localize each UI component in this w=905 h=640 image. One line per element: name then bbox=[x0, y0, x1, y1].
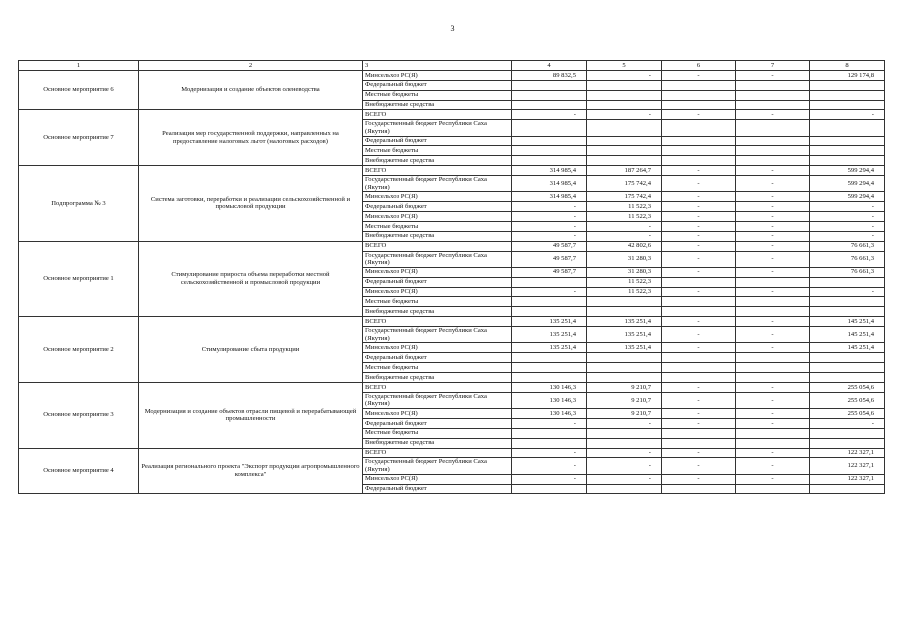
funding-source-cell: Местные бюджеты bbox=[363, 221, 512, 231]
amount-cell: - bbox=[736, 267, 810, 277]
funding-source-cell: ВСЕГО bbox=[363, 382, 512, 392]
amount-cell: - bbox=[587, 448, 662, 458]
column-header: 6 bbox=[662, 61, 736, 71]
amount-cell: 11 522,3 bbox=[587, 202, 662, 212]
funding-source-cell: Федеральный бюджет bbox=[363, 202, 512, 212]
amount-cell: - bbox=[736, 392, 810, 408]
amount-cell: - bbox=[662, 202, 736, 212]
amount-cell bbox=[587, 156, 662, 166]
amount-cell: 599 294,4 bbox=[810, 176, 885, 192]
amount-cell: 130 146,3 bbox=[512, 408, 587, 418]
amount-cell: - bbox=[662, 192, 736, 202]
amount-cell: - bbox=[662, 212, 736, 222]
amount-cell: 31 280,3 bbox=[587, 251, 662, 267]
funding-source-cell: ВСЕГО bbox=[363, 241, 512, 251]
amount-cell: 145 251,4 bbox=[810, 317, 885, 327]
funding-source-cell: Государственный бюджет Республики Саха (Якутия) bbox=[363, 120, 512, 136]
funding-source-cell: Федеральный бюджет bbox=[363, 136, 512, 146]
amount-cell: - bbox=[810, 231, 885, 241]
funding-source-cell: Минсельхоз РС(Я) bbox=[363, 192, 512, 202]
amount-cell bbox=[810, 90, 885, 100]
amount-cell: - bbox=[736, 251, 810, 267]
amount-cell: 76 661,3 bbox=[810, 267, 885, 277]
amount-cell bbox=[736, 438, 810, 448]
amount-cell bbox=[662, 428, 736, 438]
column-header: 1 bbox=[19, 61, 139, 71]
amount-cell: 255 054,6 bbox=[810, 382, 885, 392]
item-description-cell: Модернизация и создание объектов оленеводства bbox=[139, 70, 363, 110]
amount-cell bbox=[810, 80, 885, 90]
amount-cell: - bbox=[662, 392, 736, 408]
amount-cell: 145 251,4 bbox=[810, 343, 885, 353]
funding-source-cell: Местные бюджеты bbox=[363, 428, 512, 438]
amount-cell: 122 327,1 bbox=[810, 474, 885, 484]
amount-cell bbox=[512, 100, 587, 110]
amount-cell: - bbox=[736, 70, 810, 80]
amount-cell: 145 251,4 bbox=[810, 327, 885, 343]
amount-cell bbox=[587, 100, 662, 110]
amount-cell bbox=[810, 100, 885, 110]
funding-source-cell: Местные бюджеты bbox=[363, 90, 512, 100]
amount-cell: - bbox=[810, 212, 885, 222]
amount-cell: - bbox=[512, 110, 587, 120]
amount-cell: 49 587,7 bbox=[512, 241, 587, 251]
amount-cell bbox=[810, 307, 885, 317]
amount-cell: - bbox=[587, 418, 662, 428]
funding-source-cell: ВСЕГО bbox=[363, 317, 512, 327]
amount-cell: - bbox=[587, 221, 662, 231]
amount-cell: 135 251,4 bbox=[512, 317, 587, 327]
table-row bbox=[19, 70, 885, 80]
funding-source-cell: Внебюджетные средства bbox=[363, 438, 512, 448]
amount-cell: 11 522,3 bbox=[587, 287, 662, 297]
amount-cell: 135 251,4 bbox=[512, 327, 587, 343]
amount-cell: - bbox=[736, 176, 810, 192]
amount-cell: 122 327,1 bbox=[810, 458, 885, 474]
amount-cell: - bbox=[662, 166, 736, 176]
amount-cell: - bbox=[736, 212, 810, 222]
funding-source-cell: Местные бюджеты bbox=[363, 363, 512, 373]
funding-source-cell: Государственный бюджет Республики Саха (Якутия) bbox=[363, 392, 512, 408]
amount-cell bbox=[736, 120, 810, 136]
amount-cell: - bbox=[587, 474, 662, 484]
funding-source-cell: Местные бюджеты bbox=[363, 146, 512, 156]
amount-cell: 187 264,7 bbox=[587, 166, 662, 176]
amount-cell: - bbox=[736, 448, 810, 458]
amount-cell: - bbox=[662, 448, 736, 458]
amount-cell bbox=[736, 277, 810, 287]
column-header: 4 bbox=[512, 61, 587, 71]
amount-cell bbox=[810, 120, 885, 136]
amount-cell: - bbox=[512, 202, 587, 212]
funding-source-cell: Государственный бюджет Республики Саха (Якутия) bbox=[363, 176, 512, 192]
amount-cell bbox=[810, 156, 885, 166]
amount-cell: - bbox=[736, 408, 810, 418]
column-header: 8 bbox=[810, 61, 885, 71]
amount-cell bbox=[810, 438, 885, 448]
amount-cell bbox=[736, 297, 810, 307]
amount-cell bbox=[662, 484, 736, 494]
amount-cell bbox=[587, 363, 662, 373]
amount-cell: 42 802,6 bbox=[587, 241, 662, 251]
amount-cell: 49 587,7 bbox=[512, 251, 587, 267]
amount-cell bbox=[662, 100, 736, 110]
funding-source-cell: ВСЕГО bbox=[363, 110, 512, 120]
funding-source-cell: Внебюджетные средства bbox=[363, 156, 512, 166]
amount-cell bbox=[662, 120, 736, 136]
amount-cell bbox=[512, 297, 587, 307]
funding-source-cell: Федеральный бюджет bbox=[363, 484, 512, 494]
amount-cell bbox=[662, 277, 736, 287]
amount-cell bbox=[736, 90, 810, 100]
amount-cell bbox=[512, 156, 587, 166]
amount-cell: - bbox=[662, 176, 736, 192]
amount-cell: - bbox=[810, 110, 885, 120]
amount-cell bbox=[736, 363, 810, 373]
amount-cell bbox=[662, 373, 736, 383]
amount-cell bbox=[736, 373, 810, 383]
table-row bbox=[19, 241, 885, 251]
amount-cell bbox=[512, 428, 587, 438]
funding-table bbox=[18, 60, 885, 494]
table-row bbox=[19, 448, 885, 458]
amount-cell: 130 146,3 bbox=[512, 392, 587, 408]
amount-cell bbox=[587, 307, 662, 317]
amount-cell: - bbox=[662, 317, 736, 327]
amount-cell: - bbox=[512, 458, 587, 474]
amount-cell: - bbox=[736, 241, 810, 251]
amount-cell: - bbox=[810, 221, 885, 231]
item-description-cell: Стимулирование сбыта продукции bbox=[139, 317, 363, 383]
amount-cell: 135 251,4 bbox=[512, 343, 587, 353]
amount-cell: - bbox=[662, 251, 736, 267]
column-header: 2 bbox=[139, 61, 363, 71]
amount-cell: - bbox=[736, 317, 810, 327]
amount-cell bbox=[512, 363, 587, 373]
amount-cell: - bbox=[662, 221, 736, 231]
table-row bbox=[19, 317, 885, 327]
amount-cell bbox=[736, 484, 810, 494]
amount-cell: - bbox=[810, 287, 885, 297]
funding-source-cell: Государственный бюджет Республики Саха (Якутия) bbox=[363, 458, 512, 474]
amount-cell bbox=[512, 307, 587, 317]
amount-cell: - bbox=[736, 418, 810, 428]
amount-cell bbox=[587, 438, 662, 448]
amount-cell bbox=[587, 353, 662, 363]
funding-source-cell: Внебюджетные средства bbox=[363, 373, 512, 383]
amount-cell bbox=[512, 80, 587, 90]
amount-cell: - bbox=[662, 327, 736, 343]
funding-source-cell: Внебюджетные средства bbox=[363, 100, 512, 110]
amount-cell: - bbox=[662, 241, 736, 251]
amount-cell: - bbox=[587, 70, 662, 80]
program-item-cell: Основное мероприятие 1 bbox=[19, 241, 139, 317]
amount-cell bbox=[587, 297, 662, 307]
amount-cell: 9 210,7 bbox=[587, 392, 662, 408]
amount-cell bbox=[810, 484, 885, 494]
amount-cell: - bbox=[736, 382, 810, 392]
amount-cell bbox=[662, 297, 736, 307]
amount-cell: - bbox=[512, 287, 587, 297]
amount-cell: 89 832,5 bbox=[512, 70, 587, 80]
funding-source-cell: Государственный бюджет Республики Саха (Якутия) bbox=[363, 327, 512, 343]
amount-cell: - bbox=[512, 221, 587, 231]
column-header-row bbox=[19, 61, 885, 71]
funding-source-cell: Местные бюджеты bbox=[363, 297, 512, 307]
funding-source-cell: Минсельхоз РС(Я) bbox=[363, 267, 512, 277]
amount-cell: 135 251,4 bbox=[587, 317, 662, 327]
column-header: 5 bbox=[587, 61, 662, 71]
amount-cell: - bbox=[587, 110, 662, 120]
amount-cell: - bbox=[662, 418, 736, 428]
amount-cell bbox=[810, 277, 885, 287]
amount-cell bbox=[736, 80, 810, 90]
column-header: 3 bbox=[363, 61, 512, 71]
amount-cell bbox=[662, 156, 736, 166]
amount-cell: 599 294,4 bbox=[810, 192, 885, 202]
amount-cell: 76 661,3 bbox=[810, 251, 885, 267]
item-description-cell: Реализация регионального проекта "Экспорт продукции агропромышленного комплекса" bbox=[139, 448, 363, 494]
item-description-cell: Стимулирование прироста объема переработки местной сельскохозяйственной и промысловой продукции bbox=[139, 241, 363, 317]
amount-cell bbox=[512, 438, 587, 448]
amount-cell bbox=[512, 373, 587, 383]
amount-cell: - bbox=[662, 343, 736, 353]
amount-cell: - bbox=[662, 231, 736, 241]
funding-source-cell: Государственный бюджет Республики Саха (Якутия) bbox=[363, 251, 512, 267]
page-number: 3 bbox=[450, 24, 455, 33]
amount-cell: - bbox=[736, 221, 810, 231]
amount-cell: 175 742,4 bbox=[587, 192, 662, 202]
amount-cell bbox=[736, 156, 810, 166]
amount-cell bbox=[736, 428, 810, 438]
amount-cell bbox=[587, 120, 662, 136]
amount-cell: 76 661,3 bbox=[810, 241, 885, 251]
amount-cell bbox=[587, 90, 662, 100]
amount-cell: - bbox=[587, 458, 662, 474]
amount-cell: - bbox=[662, 382, 736, 392]
amount-cell: - bbox=[512, 231, 587, 241]
amount-cell bbox=[512, 484, 587, 494]
program-item-cell: Основное мероприятие 7 bbox=[19, 110, 139, 166]
amount-cell: 11 522,3 bbox=[587, 277, 662, 287]
amount-cell bbox=[810, 428, 885, 438]
amount-cell: - bbox=[736, 474, 810, 484]
amount-cell: 255 054,6 bbox=[810, 392, 885, 408]
amount-cell bbox=[512, 353, 587, 363]
table-body bbox=[19, 61, 885, 494]
amount-cell bbox=[736, 100, 810, 110]
table-row bbox=[19, 382, 885, 392]
amount-cell bbox=[810, 146, 885, 156]
amount-cell: - bbox=[736, 166, 810, 176]
amount-cell bbox=[587, 136, 662, 146]
funding-source-cell: Минсельхоз РС(Я) bbox=[363, 343, 512, 353]
amount-cell: - bbox=[736, 192, 810, 202]
amount-cell: - bbox=[736, 327, 810, 343]
amount-cell: - bbox=[662, 267, 736, 277]
amount-cell: - bbox=[810, 202, 885, 212]
amount-cell: 129 174,8 bbox=[810, 70, 885, 80]
amount-cell: 49 587,7 bbox=[512, 267, 587, 277]
amount-cell bbox=[512, 277, 587, 287]
funding-source-cell: Минсельхоз РС(Я) bbox=[363, 474, 512, 484]
program-item-cell: Основное мероприятие 2 bbox=[19, 317, 139, 383]
amount-cell: 314 985,4 bbox=[512, 192, 587, 202]
funding-source-cell: Минсельхоз РС(Я) bbox=[363, 287, 512, 297]
amount-cell: - bbox=[512, 418, 587, 428]
amount-cell: - bbox=[587, 231, 662, 241]
amount-cell bbox=[662, 80, 736, 90]
amount-cell: 9 210,7 bbox=[587, 408, 662, 418]
amount-cell bbox=[736, 136, 810, 146]
amount-cell bbox=[662, 90, 736, 100]
column-header: 7 bbox=[736, 61, 810, 71]
amount-cell: - bbox=[512, 448, 587, 458]
amount-cell: - bbox=[736, 343, 810, 353]
amount-cell: 175 742,4 bbox=[587, 176, 662, 192]
funding-source-cell: Внебюджетные средства bbox=[363, 307, 512, 317]
amount-cell bbox=[662, 363, 736, 373]
amount-cell: - bbox=[512, 212, 587, 222]
amount-cell: - bbox=[736, 287, 810, 297]
amount-cell: 599 294,4 bbox=[810, 166, 885, 176]
program-item-cell: Основное мероприятие 3 bbox=[19, 382, 139, 448]
funding-source-cell: Федеральный бюджет bbox=[363, 353, 512, 363]
amount-cell bbox=[810, 373, 885, 383]
amount-cell: - bbox=[662, 474, 736, 484]
amount-cell bbox=[736, 353, 810, 363]
amount-cell: - bbox=[736, 202, 810, 212]
amount-cell: - bbox=[662, 458, 736, 474]
amount-cell bbox=[662, 438, 736, 448]
amount-cell: - bbox=[662, 287, 736, 297]
table-row bbox=[19, 110, 885, 120]
amount-cell: 9 210,7 bbox=[587, 382, 662, 392]
table-row bbox=[19, 166, 885, 176]
amount-cell: - bbox=[736, 231, 810, 241]
amount-cell bbox=[512, 90, 587, 100]
amount-cell: 135 251,4 bbox=[587, 343, 662, 353]
amount-cell: - bbox=[736, 110, 810, 120]
item-description-cell: Модернизация и создание объектов отрасли пищевой и перерабатывающей промышленности bbox=[139, 382, 363, 448]
amount-cell: 314 985,4 bbox=[512, 176, 587, 192]
amount-cell: 11 522,3 bbox=[587, 212, 662, 222]
item-description-cell: Система заготовки, переработки и реализации сельскохозяйственной и промысловой продукции bbox=[139, 166, 363, 242]
funding-source-cell: ВСЕГО bbox=[363, 448, 512, 458]
amount-cell: - bbox=[662, 408, 736, 418]
amount-cell bbox=[736, 307, 810, 317]
funding-source-cell: Внебюджетные средства bbox=[363, 231, 512, 241]
amount-cell: 135 251,4 bbox=[587, 327, 662, 343]
amount-cell bbox=[662, 307, 736, 317]
amount-cell: - bbox=[662, 70, 736, 80]
amount-cell bbox=[512, 146, 587, 156]
amount-cell bbox=[810, 136, 885, 146]
amount-cell: - bbox=[736, 458, 810, 474]
amount-cell bbox=[736, 146, 810, 156]
amount-cell: 314 985,4 bbox=[512, 166, 587, 176]
amount-cell bbox=[587, 484, 662, 494]
amount-cell bbox=[587, 373, 662, 383]
amount-cell bbox=[810, 297, 885, 307]
amount-cell: 122 327,1 bbox=[810, 448, 885, 458]
amount-cell: 130 146,3 bbox=[512, 382, 587, 392]
funding-source-cell: Минсельхоз РС(Я) bbox=[363, 408, 512, 418]
amount-cell bbox=[662, 136, 736, 146]
funding-source-cell: Федеральный бюджет bbox=[363, 277, 512, 287]
program-item-cell: Основное мероприятие 6 bbox=[19, 70, 139, 110]
amount-cell bbox=[587, 146, 662, 156]
funding-source-cell: Федеральный бюджет bbox=[363, 418, 512, 428]
funding-source-cell: Минсельхоз РС(Я) bbox=[363, 212, 512, 222]
amount-cell bbox=[587, 80, 662, 90]
amount-cell: 255 054,6 bbox=[810, 408, 885, 418]
amount-cell: - bbox=[512, 474, 587, 484]
amount-cell: - bbox=[662, 110, 736, 120]
amount-cell bbox=[662, 353, 736, 363]
funding-source-cell: Федеральный бюджет bbox=[363, 80, 512, 90]
amount-cell bbox=[810, 363, 885, 373]
funding-source-cell: ВСЕГО bbox=[363, 166, 512, 176]
program-item-cell: Подпрограмма № 3 bbox=[19, 166, 139, 242]
amount-cell bbox=[512, 120, 587, 136]
amount-cell: 31 280,3 bbox=[587, 267, 662, 277]
amount-cell bbox=[512, 136, 587, 146]
amount-cell bbox=[662, 146, 736, 156]
amount-cell bbox=[587, 428, 662, 438]
amount-cell: - bbox=[810, 418, 885, 428]
item-description-cell: Реализация мер государственной поддержки, направленных на предоставление налоговых льгот (налоговых расходов) bbox=[139, 110, 363, 166]
program-item-cell: Основное мероприятие 4 bbox=[19, 448, 139, 494]
funding-source-cell: Минсельхоз РС(Я) bbox=[363, 70, 512, 80]
amount-cell bbox=[810, 353, 885, 363]
